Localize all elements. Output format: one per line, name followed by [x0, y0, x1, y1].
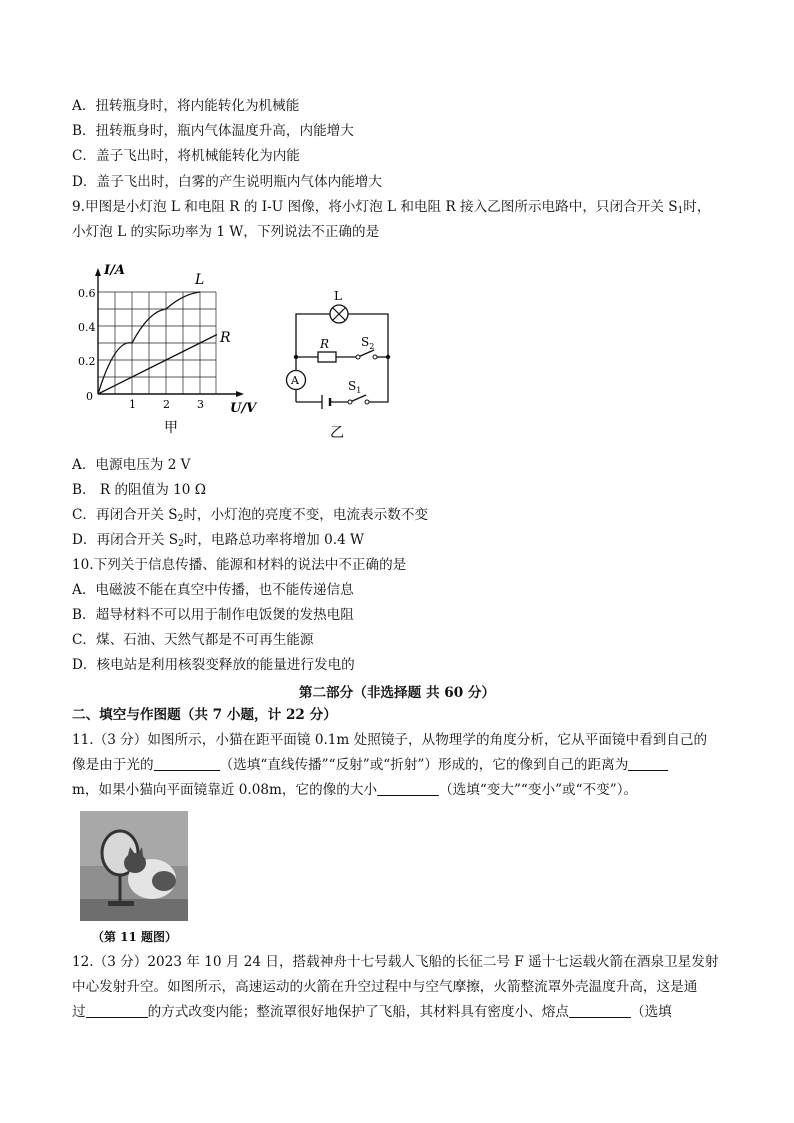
x-axis-label: U/V — [230, 401, 257, 416]
q10-stem: 10.下列关于信息传播、能源和材料的说法中不正确的是 — [72, 557, 407, 573]
q11-blank-3 — [377, 781, 439, 796]
q10-option-c: C．煤、石油、天然气都是不可再生能源 — [72, 632, 314, 648]
y-axis-label: I/A — [104, 263, 125, 278]
graph-caption: 甲 — [164, 420, 178, 436]
q11-blank-1 — [154, 756, 220, 771]
resistor-icon — [318, 352, 336, 362]
curve-L-label: L — [195, 272, 205, 288]
q9-circuit-diagram — [278, 282, 408, 446]
q12-blank-1 — [86, 1003, 148, 1018]
s2-label: $S_2$ — [361, 335, 375, 351]
y-tick-0.6: 0.6 — [78, 287, 96, 300]
q12-blank-2 — [569, 1003, 631, 1018]
q9-option-a: A．电源电压为 2 V — [72, 457, 191, 473]
x-tick-1: 1 — [129, 398, 136, 411]
q9-option-d: D．再闭合开关 $S_2$时，电路总功率将增加 0.4 W — [72, 532, 365, 549]
s1-label: $S_1$ — [348, 379, 362, 395]
q12-line1: 12.（3 分）2023 年 10 月 24 日，搭载神舟十七号载人飞船的长征二号 F 遥十七运载火箭在酒泉卫星发射 — [72, 954, 719, 970]
x-tick-3: 3 — [197, 398, 204, 411]
q11-line2: 像是由于光的 （选填“直线传播”“反射”或“折射”）形成的，它的像到自己的距离为 — [72, 756, 668, 774]
q11-line3: m，如果小猫向平面镜靠近 0.08m，它的像的大小 （选填“变大”“变小”或“不变”）。 — [72, 782, 638, 798]
q11-cat-mirror-photo — [80, 811, 188, 921]
q11-blank-2 — [628, 756, 668, 771]
resistor-label: R — [320, 337, 330, 351]
q12-line2: 中心发射升空。如图所示，高速运动的火箭在升空过程中与空气摩擦，火箭整流罩外壳温度升高，这是通 — [72, 979, 698, 995]
q8-option-d: D．盖子飞出时，白雾的产生说明瓶内气体内能增大 — [72, 174, 382, 190]
q9-stem-line1: 9.甲图是小灯泡 L 和电阻 R 的 I-U 图像，将小灯泡 L 和电阻 R 接入乙图所示电路中，只闭合开关 $S_1$时， — [72, 199, 711, 216]
part2-title: 第二部分（非选择题 共 60 分） — [298, 685, 496, 701]
curve-R-label: R — [220, 330, 231, 346]
y-tick-0.4: 0.4 — [78, 321, 96, 334]
ammeter-label: A — [291, 374, 299, 387]
circuit-caption: 乙 — [330, 425, 344, 441]
q8-option-c: C．盖子飞出时，将机械能转化为内能 — [72, 148, 300, 164]
y-tick-0.2: 0.2 — [78, 355, 96, 368]
q11-line1: 11.（3 分）如图所示，小猫在距平面镜 0.1m 处照镜子，从物理学的角度分析，它从平面镜中看到自己的 — [72, 732, 708, 748]
q9-option-c: C．再闭合开关 $S_2$时，小灯泡的亮度不变，电流表示数不变 — [72, 507, 429, 524]
q9-stem-line2: 小灯泡 L 的实际功率为 1 W，下列说法不正确的是 — [72, 224, 380, 240]
q11-figure-caption: （第 11 题图） — [92, 930, 178, 944]
q10-option-b: B．超导材料不可以用于制作电饭煲的发热电阻 — [72, 607, 354, 623]
q8-option-b: B．扭转瓶身时，瓶内气体温度升高，内能增大 — [72, 123, 354, 139]
q9-iu-graph — [70, 252, 270, 446]
q10-option-d: D．核电站是利用核裂变释放的能量进行发电的 — [72, 657, 355, 673]
section2-title: 二、填空与作图题（共 7 小题，计 22 分） — [72, 707, 337, 723]
q9-option-b: B． R 的阻值为 10 Ω — [72, 482, 207, 498]
origin-label: 0 — [86, 390, 93, 403]
q10-option-a: A．电磁波不能在真空中传播，也不能传递信息 — [72, 582, 354, 598]
curve-R — [98, 335, 217, 395]
q8-option-a: A．扭转瓶身时，将内能转化为机械能 — [72, 98, 300, 114]
lamp-label: L — [334, 289, 342, 303]
x-tick-2: 2 — [163, 398, 170, 411]
q12-line3: 过 的方式改变内能；整流罩很好地保护了飞船，其材料具有密度小、熔点 （选填 — [72, 1004, 672, 1020]
